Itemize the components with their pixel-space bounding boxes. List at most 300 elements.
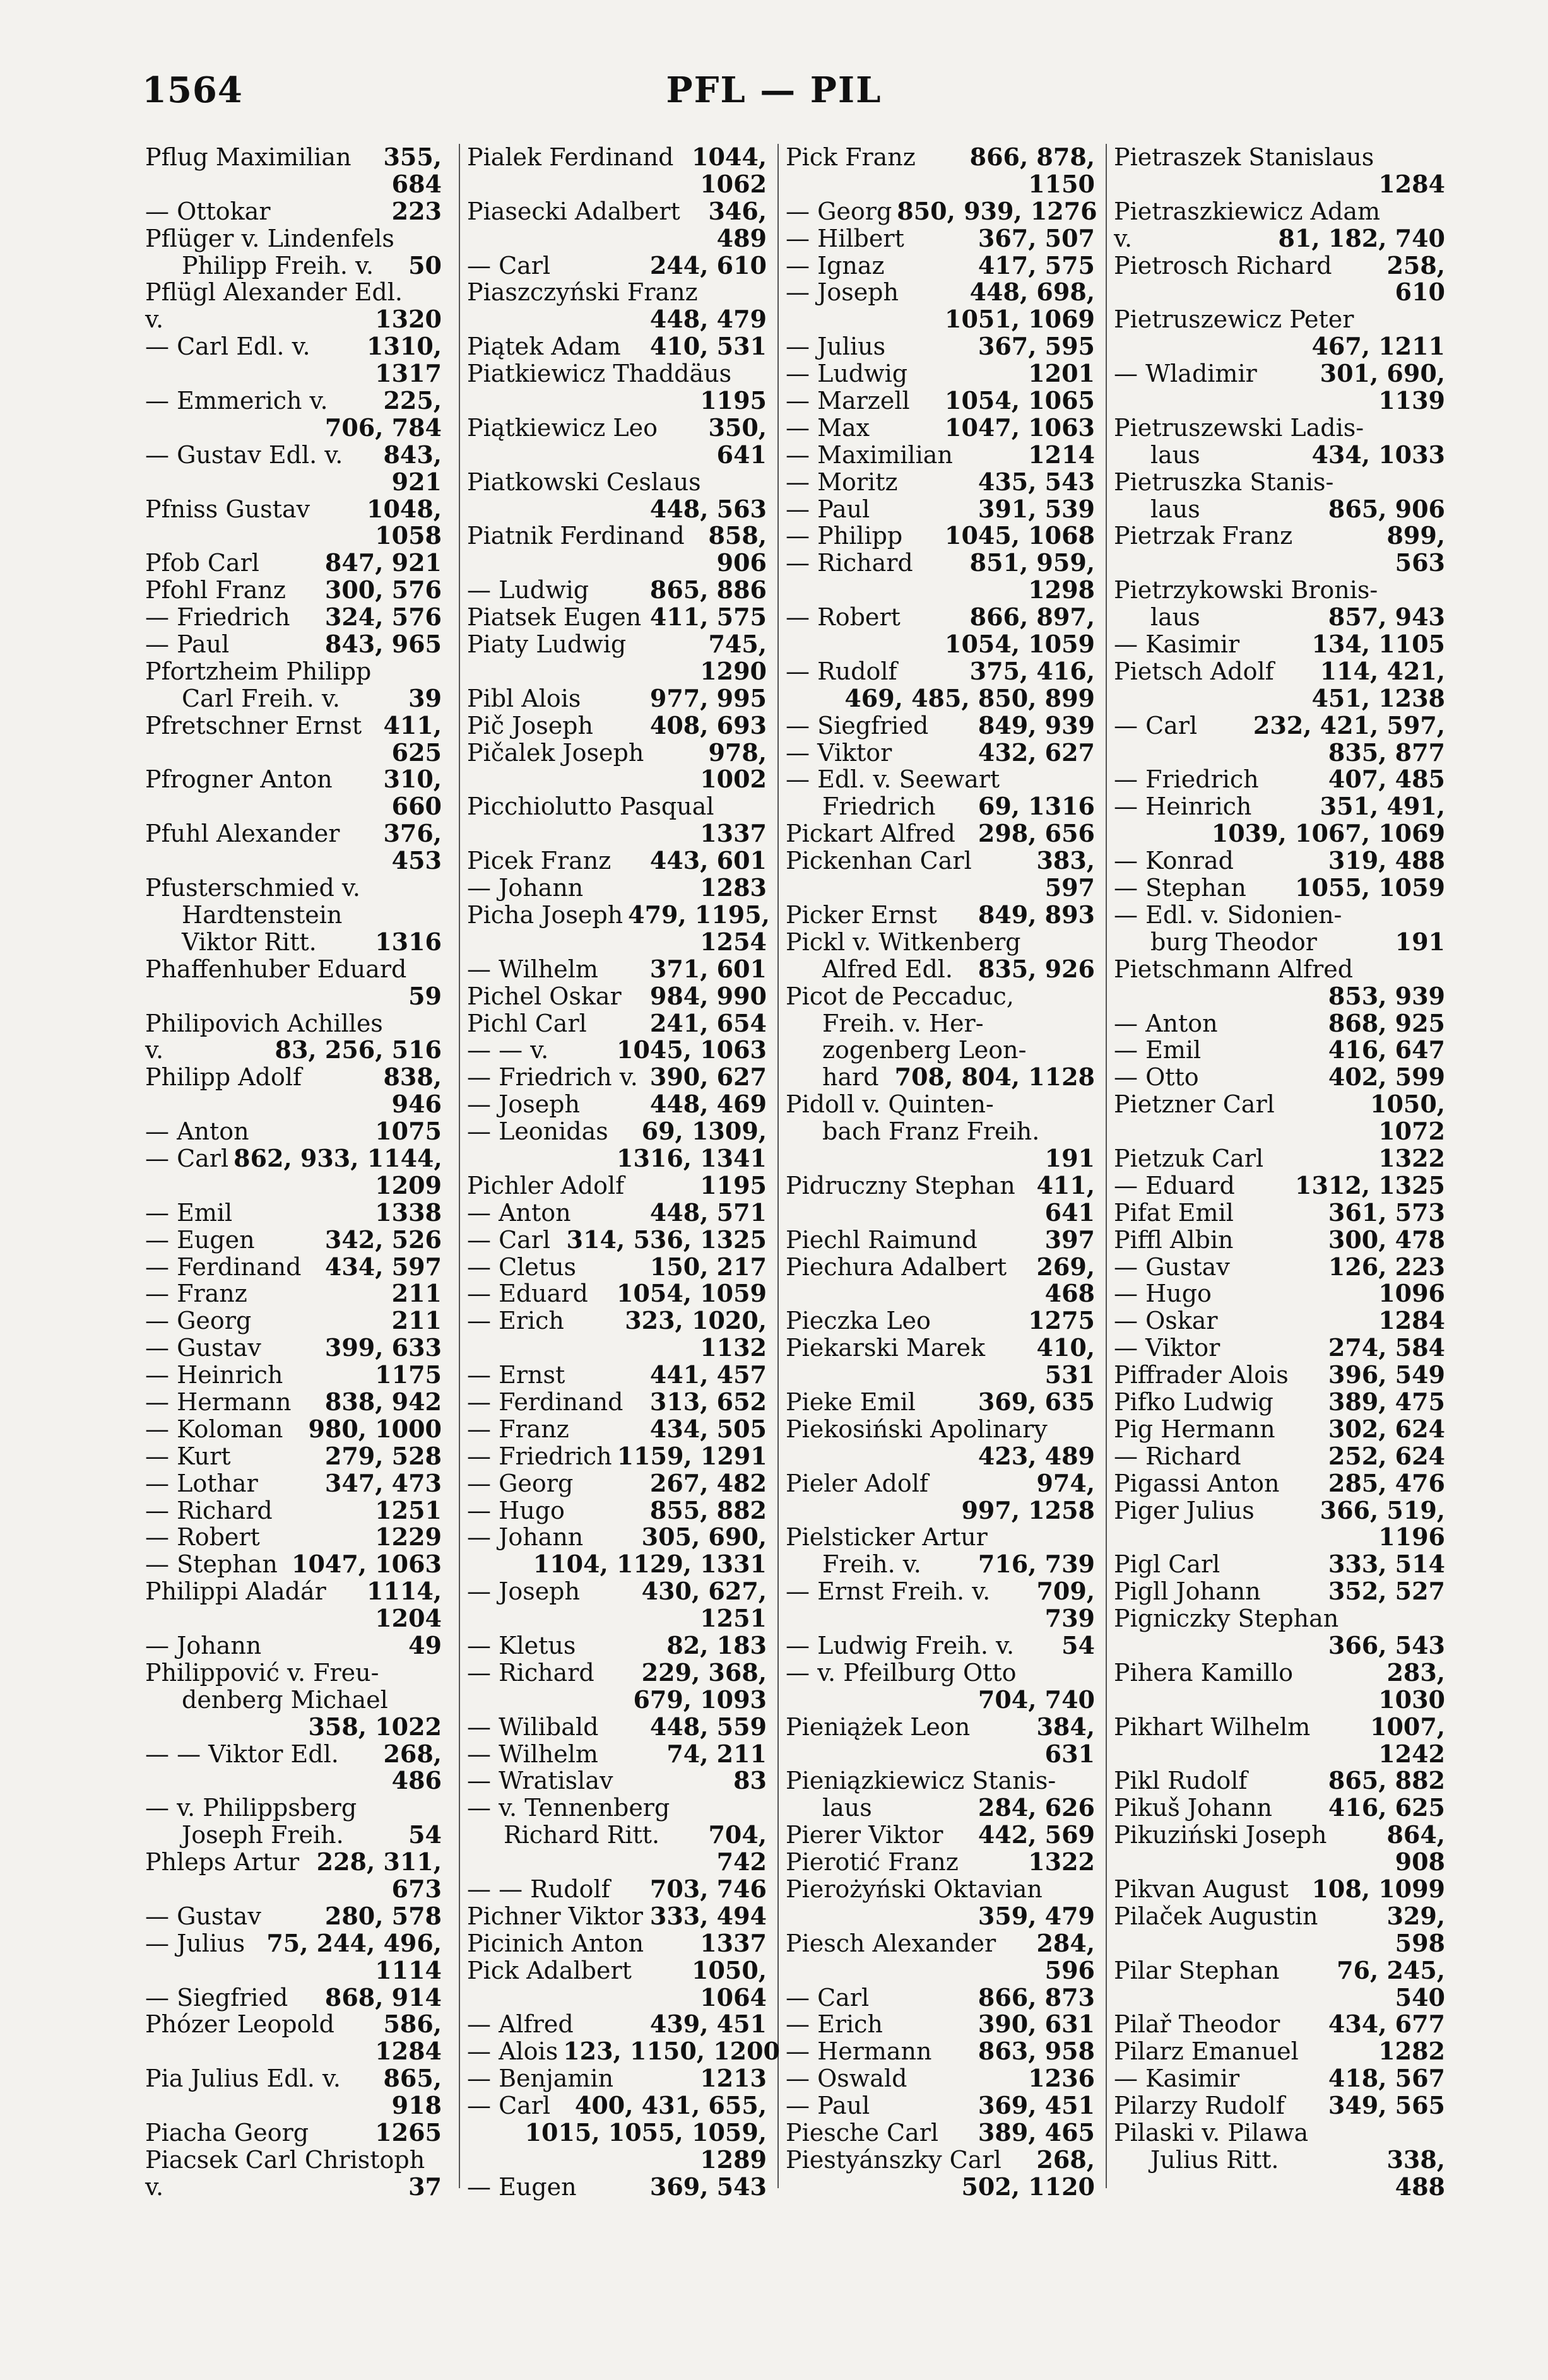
index-entry [145,2174,442,2201]
entry-name: — Alfred [467,2010,574,2039]
entry-name: — Edl. v. Seewart [786,765,1000,794]
index-entry [1114,1822,1445,1849]
entry-page-refs: 54 [1061,1630,1095,1659]
index-entry [1114,360,1445,387]
entry-name: Pieczka Leo [786,1307,931,1335]
entry-page-refs: 1054, 1059 [617,1279,767,1308]
entry-page-refs: 1054, 1059 [945,630,1095,659]
entry-name: Julius Ritt. [1150,2145,1279,2174]
entry-page-refs: 83 [733,1766,767,1795]
entry-page-refs: 283, [1386,1658,1445,1687]
index-entry [1114,1605,1445,1632]
entry-name: v. [145,2172,164,2201]
page-number: 1564 [142,69,243,111]
entry-page-refs: 329, [1386,1901,1445,1930]
entry-name: — Carl Edl. v. [145,333,310,361]
index-entry [786,1118,1095,1145]
entry-page-refs [437,279,442,306]
entry-page-refs: 191 [1395,927,1445,956]
index-column-3 [786,143,1097,2201]
index-entry-continuation [1114,685,1445,712]
entry-page-refs: 1317 [375,359,442,388]
index-entry [145,1470,442,1497]
entry-page-refs [1090,1118,1095,1145]
index-entry-continuation [786,1687,1095,1714]
index-entry [467,1903,767,1930]
entry-page-refs [762,793,767,820]
index-entry [467,2174,767,2201]
index-entry [786,712,1095,739]
index-entry [467,1362,767,1389]
entry-name: — Carl [467,251,551,280]
index-entry [786,2065,1095,2092]
entry-page-refs: 298, 656 [978,819,1095,848]
index-column-2 [467,143,780,2201]
entry-name: — Richard [786,549,913,577]
entry-name: Joseph Freih. [182,1821,344,1849]
entry-page-refs: 1201 [1028,359,1095,388]
index-entry [786,1714,1095,1741]
entry-name: Freih. v. [822,1550,921,1579]
entry-page-refs: 1284 [375,2037,442,2066]
entry-page-refs: 305, 690, [641,1523,767,1552]
index-entry [467,577,767,604]
index-entry [467,1010,767,1037]
entry-page-refs: 1196 [1378,1523,1445,1552]
entry-name: — Koloman [145,1415,283,1443]
entry-name: — Gustav [1114,1252,1230,1281]
entry-name: Pigniczky Stephan [1114,1605,1339,1633]
entry-page-refs: 1047, 1063 [292,1550,442,1579]
entry-page-refs: 1072 [1378,1117,1445,1146]
entry-page-refs: 610 [1395,278,1445,307]
index-entry [786,1064,1095,1091]
index-entry [786,793,1095,820]
index-entry [467,2065,767,2092]
entry-name: — Carl [786,1983,870,2012]
entry-page-refs: 123, 1150, 1200 [563,2037,780,2066]
entry-name: Pietruszka Stanis- [1114,468,1334,496]
index-entry [467,1091,767,1118]
entry-name: Pflüger v. Lindenfels [145,224,394,252]
index-entry-continuation [145,1957,442,1984]
entry-name: Pigl Carl [1114,1550,1220,1579]
index-entry [1114,1767,1445,1794]
index-entry-continuation [467,820,767,847]
entry-name: — Leonidas [467,1117,608,1146]
index-entry-continuation [145,847,442,875]
entry-page-refs [762,469,767,496]
entry-page-refs: 313, 652 [649,1387,767,1416]
index-entry-continuation [145,2038,442,2065]
entry-page-refs: 211 [391,1279,442,1308]
index-entry [1114,1280,1445,1307]
entry-name: Pick Franz [786,143,916,171]
index-entry [467,522,767,550]
entry-name: — Georg [467,1469,574,1497]
entry-name: — Gustav [145,1334,261,1362]
entry-page-refs: 126, 223 [1328,1252,1445,1281]
entry-page-refs: 704, [708,1820,767,1849]
entry-page-refs: 411, [1036,1170,1095,1199]
entry-name: — Erich [786,2010,883,2039]
entry-page-refs: 432, 627 [978,738,1095,767]
entry-name: — Heinrich [145,1361,283,1389]
entry-page-refs: 586, [383,2010,442,2039]
entry-page-refs: 448, 563 [649,494,767,523]
index-entry [467,685,767,712]
index-entry [1114,1497,1445,1524]
entry-page-refs: 1282 [1378,2037,1445,2066]
index-entry [467,252,767,280]
index-entry [786,2147,1095,2174]
entry-page-refs [762,1794,767,1822]
entry-page-refs [437,1794,442,1822]
entry-name: — Erich [467,1307,564,1335]
entry-page-refs: 211 [391,1306,442,1335]
index-entry [1114,631,1445,658]
entry-name: Pietrzykowski Bronis- [1114,576,1378,604]
entry-name: — Richard [145,1496,273,1524]
index-entry [145,685,442,712]
entry-name: Piger Julius [1114,1496,1255,1524]
entry-page-refs: 448, 479 [649,305,767,334]
index-entry [467,900,770,929]
index-entry-continuation [786,1199,1095,1227]
entry-page-refs: 1015, 1055, 1059, [524,2118,767,2147]
index-entry [1114,1227,1445,1254]
entry-name: Pickenhan Carl [786,847,972,875]
index-entry [1114,1578,1445,1605]
entry-page-refs [1090,1876,1095,1903]
index-entry [467,1930,767,1957]
entry-page-refs: 531 [1044,1360,1095,1389]
index-entry [145,956,442,983]
index-entry [786,604,1095,631]
index-entry [145,1280,442,1307]
index-entry [145,1497,442,1524]
index-entry [145,1064,442,1091]
entry-name: Pichl Carl [467,1009,587,1037]
entry-page-refs: 673 [391,1875,442,1903]
index-entry [145,766,442,793]
index-entry [145,1334,442,1362]
entry-page-refs: 1209 [375,1170,442,1199]
entry-name: Pickl v. Witkenberg [786,928,1021,956]
entry-name: Pietrzak Franz [1114,522,1293,550]
entry-name: denberg Michael [182,1685,388,1714]
index-entry [1114,306,1445,333]
index-entry [145,1118,442,1145]
entry-page-refs: 366, 519, [1320,1495,1445,1524]
index-entry [145,1227,442,1254]
index-entry-continuation [145,1605,442,1632]
entry-name: — Anton [467,1198,571,1227]
entry-page-refs: 1058 [375,521,442,550]
index-entry [467,847,767,875]
entry-name: — Robert [786,603,901,632]
entry-page-refs: 598 [1395,1928,1445,1957]
index-entry [1114,1037,1445,1064]
entry-page-refs: 1236 [1028,2064,1095,2093]
entry-name: Piekosiński Apolinary [786,1415,1048,1443]
entry-page-refs: 865, [383,2064,442,2093]
entry-page-refs: 302, 624 [1328,1414,1445,1443]
entry-name: Pikuš Johann [1114,1794,1272,1822]
entry-page-refs: 338, [1386,2145,1445,2174]
index-entry-continuation [145,1876,442,1903]
index-entry [145,1687,442,1714]
entry-name: — Benjamin [467,2065,614,2093]
entry-name: — Ferdinand [467,1387,623,1416]
entry-name: — Wilhelm [467,955,598,983]
entry-name: — Gustav [145,1902,261,1930]
index-entry [786,1849,1095,1876]
index-column-1 [145,143,442,2201]
index-entry [467,2037,780,2066]
entry-page-refs: 1104, 1129, 1331 [533,1550,767,1579]
entry-page-refs: 853, 939 [1328,981,1445,1010]
entry-page-refs: 847, 921 [324,548,442,577]
index-entry [1114,1010,1445,1037]
index-entry-continuation [145,171,442,198]
index-entry [1114,252,1445,280]
entry-page-refs: 1195 [700,386,767,415]
entry-name: — Richard [467,1658,594,1687]
entry-name: — Paul [145,630,230,659]
index-entry [467,1524,767,1551]
entry-page-refs: 314, 536, 1325 [566,1225,767,1254]
index-entry [1114,1362,1445,1389]
entry-page-refs: 252, 624 [1328,1441,1445,1470]
index-entry [786,333,1095,360]
entry-page-refs: 1195 [700,1170,767,1199]
entry-name: Pieke Emil [786,1387,916,1416]
entry-name: Pietschmann Alfred [1114,955,1354,983]
entry-page-refs: 865, 886 [649,575,767,604]
entry-name: — Ludwig Freih. v. [786,1631,1015,1659]
entry-name: Philippi Aladár [145,1577,326,1606]
entry-page-refs: 703, 746 [649,1875,767,1903]
index-entry [467,712,767,739]
entry-page-refs: 857, 943 [1328,603,1445,632]
entry-page-refs: 369, 543 [649,2172,767,2201]
index-entry [467,1307,767,1334]
index-entry [786,469,1095,496]
index-entry [1114,902,1445,929]
entry-page-refs: 974, [1036,1468,1095,1497]
entry-page-refs: 333, 514 [1328,1550,1445,1579]
entry-page-refs: 1322 [1378,1143,1445,1172]
entry-name: Picker Ernst [786,900,937,929]
entry-page-refs: 74, 211 [666,1739,767,1768]
entry-page-refs: 376, [383,819,442,848]
index-entry [145,279,442,306]
entry-page-refs: 563 [1395,548,1445,577]
entry-name: — Carl [467,1225,551,1254]
entry-name: Pflug Maximilian [145,143,352,171]
index-entry-continuation [467,1145,767,1172]
entry-page-refs: 114, 421, [1320,656,1445,685]
entry-page-refs: 1044, [692,143,767,171]
entry-name: — Wilibald [467,1712,599,1741]
index-entry [786,225,1095,252]
entry-page-refs: 1114 [375,1955,442,1984]
entry-name: Pickart Alfred [786,820,955,848]
index-entry-continuation [467,550,767,577]
index-entry [145,1524,442,1551]
index-entry [145,252,442,280]
entry-name: — Viktor [786,738,892,767]
entry-name: — Philipp [786,522,903,550]
entry-page-refs: 1310, [367,332,442,361]
entry-page-refs: 410, 531 [649,332,767,361]
entry-page-refs: 502, 1120 [961,2172,1095,2201]
index-entry [467,1389,767,1416]
entry-page-refs: 1316, 1341 [617,1143,767,1172]
entry-name: Pig Hermann [1114,1415,1275,1443]
entry-name: — Robert [145,1523,260,1552]
index-entry-continuation [467,766,767,793]
entry-page-refs [1440,415,1445,442]
entry-page-refs: 1284 [1378,1306,1445,1335]
index-entry [1114,2011,1445,2038]
entry-page-refs: 851, 959, [969,548,1095,577]
index-entry [467,1767,767,1794]
entry-page-refs: 369, 635 [978,1387,1095,1416]
index-entry-continuation [1114,171,1445,198]
entry-page-refs [437,1659,442,1687]
index-entry-continuation [786,1605,1095,1632]
entry-page-refs [1440,198,1445,225]
entry-name: — Emil [145,1198,233,1227]
index-entry [786,1037,1095,1064]
index-entry [786,1984,1095,2012]
entry-page-refs: 390, 631 [978,2010,1095,2039]
entry-name: Pietruszewicz Peter [1114,305,1354,334]
entry-page-refs: 442, 569 [978,1820,1095,1849]
entry-name: — Julius [145,1929,245,1957]
entry-name: Pialek Ferdinand [467,143,674,171]
entry-name: — Gustav Edl. v. [145,440,343,469]
entry-name: — Marzell [786,387,910,415]
entry-name: — Ludwig [467,576,589,604]
index-entry [467,2011,767,2038]
entry-page-refs: 397 [1044,1225,1095,1254]
entry-page-refs: 361, 573 [1328,1198,1445,1227]
index-entry [1114,1470,1445,1497]
entry-page-refs: 1047, 1063 [945,413,1095,442]
running-head: PFL — PIL [666,69,882,111]
entry-page-refs: 366, 543 [1328,1630,1445,1659]
entry-page-refs: 1275 [1028,1306,1095,1335]
index-entry [1114,469,1445,496]
entry-page-refs: 684 [391,169,442,198]
index-entry [467,1064,767,1091]
index-entry [1114,2038,1445,2065]
entry-page-refs: 448, 559 [649,1712,767,1741]
entry-name: Freih. v. Her- [822,1009,984,1037]
index-entry [145,1199,442,1227]
entry-page-refs: 269, [1036,1252,1095,1281]
index-entry [145,1551,442,1578]
index-entry [145,1416,442,1443]
entry-name: v. [1114,224,1133,252]
index-entry-continuation [1114,1632,1445,1659]
index-entry [786,1794,1095,1822]
entry-name: Piffl Albin [1114,1225,1234,1254]
index-entry [1114,1794,1445,1822]
index-entry [145,1389,442,1416]
index-entry-continuation [1114,1118,1445,1145]
index-entry [1114,2119,1445,2147]
entry-name: Pibl Alois [467,684,581,712]
entry-page-refs: 858, [708,521,767,550]
index-entry [786,1227,1095,1254]
entry-name: Pigassi Anton [1114,1469,1280,1497]
index-entry [786,929,1095,956]
entry-page-refs: 229, 368, [641,1658,767,1687]
index-entry [467,1227,767,1254]
entry-name: hard [822,1063,879,1092]
entry-page-refs: 1289 [700,2145,767,2174]
entry-page-refs: 597 [1044,873,1095,902]
index-entry [145,902,442,929]
entry-name: Pierożyński Oktavian [786,1875,1043,1903]
entry-page-refs: 540 [1395,1982,1445,2012]
entry-name: — Wratislav [467,1767,613,1795]
index-entry [1114,793,1445,820]
index-entry-continuation [786,631,1095,658]
entry-name: zogenberg Leon- [822,1036,1027,1064]
entry-name: — v. Philippsberg [145,1794,357,1822]
entry-page-refs: 843, 965 [324,630,442,659]
entry-page-refs: 1030 [1378,1685,1445,1714]
index-entry [786,1172,1095,1199]
index-entry [467,1416,767,1443]
entry-page-refs: 350, [708,413,767,442]
entry-page-refs: 1039, 1067, 1069 [1211,819,1445,848]
entry-page-refs: 742 [716,1847,767,1876]
index-entry-continuation [786,577,1095,604]
index-entry [1114,2147,1445,2174]
index-entry [145,1145,442,1172]
index-entry-continuation [1114,1524,1445,1551]
index-entry-continuation [786,1145,1095,1172]
entry-name: Pilarz Emanuel [1114,2037,1299,2066]
entry-page-refs: 280, 578 [324,1901,442,1930]
entry-name: Pietsch Adolf [1114,657,1274,685]
entry-name: Pia Julius Edl. v. [145,2065,341,2093]
entry-page-refs [437,1010,442,1037]
index-entry [467,1741,767,1768]
entry-page-refs [1090,1416,1095,1443]
entry-name: Pflügl Alexander Edl. [145,278,403,307]
entry-page-refs: 1320 [375,305,442,334]
entry-name: Hardtenstein [182,900,343,929]
entry-name: — Julius [786,333,886,361]
index-entry [467,793,767,820]
index-entry-continuation [1114,279,1445,306]
entry-name: burg Theodor [1150,928,1317,956]
index-entry-continuation [145,1172,442,1199]
entry-page-refs: 980, 1000 [308,1414,442,1443]
index-entry [145,2147,442,2174]
index-entry [786,1822,1095,1849]
entry-page-refs: 716, 739 [978,1550,1095,1579]
index-entry [1114,1903,1445,1930]
entry-page-refs [1090,1524,1095,1551]
